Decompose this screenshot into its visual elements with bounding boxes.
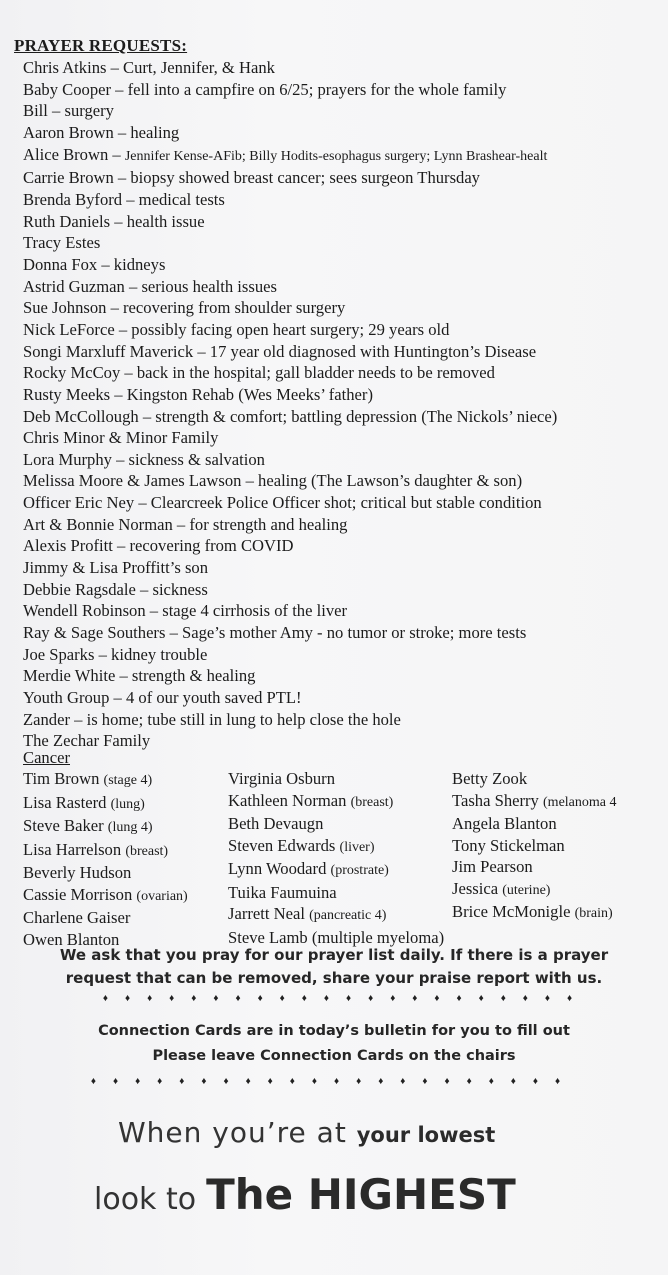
prayer-request-list xyxy=(23,57,663,752)
cancer-patient-name: Jessica xyxy=(452,878,499,898)
cancer-type-note: (prostrate) xyxy=(330,863,389,879)
tagline-part-1-bold: your lowest xyxy=(356,1123,496,1147)
prayer-request-item xyxy=(23,167,663,189)
prayer-request-text: Chris Atkins – Curt, Jennifer, & Hank xyxy=(23,58,275,77)
cancer-list-item xyxy=(23,862,188,884)
prayer-request-text: Art & Bonnie Norman – for strength and healing xyxy=(23,514,348,534)
prayer-request-item xyxy=(23,687,663,709)
prayer-request-item xyxy=(23,189,663,211)
prayer-request-item xyxy=(23,557,663,579)
prayer-request-text: Debbie Ragsdale – sickness xyxy=(23,579,208,599)
cancer-type-note: (breast) xyxy=(350,794,394,810)
prayer-request-text: Jimmy & Lisa Proffitt’s son xyxy=(23,558,209,578)
prayer-request-item xyxy=(23,514,663,536)
prayer-request-text: Nick LeForce – possibly facing open heart surgery; 29 years old xyxy=(23,319,450,339)
cancer-patient-name: Tony Stickelman xyxy=(452,835,565,855)
prayer-request-item xyxy=(23,579,663,601)
cancer-patient-name: Tuika Faumuina xyxy=(228,882,337,902)
prayer-request-text: Chris Minor & Minor Family xyxy=(23,428,219,448)
prayer-request-item xyxy=(23,644,663,666)
prayer-request-item xyxy=(23,297,663,319)
cancer-list-item xyxy=(452,901,617,925)
cancer-patient-name: Cassie Morrison xyxy=(23,884,133,904)
prayer-request-item xyxy=(23,57,663,79)
cancer-patient-name: Beth Devaugn xyxy=(228,814,324,834)
prayer-request-text: Brenda Byford – medical tests xyxy=(23,189,225,209)
cancer-column-2 xyxy=(228,768,444,948)
cancer-list-item xyxy=(452,813,617,835)
prayer-request-item xyxy=(23,276,663,298)
prayer-request-text: Songi Marxluff Maverick – 17 year old diagnosed with Huntington’s Disease xyxy=(23,341,537,361)
cancer-list-item xyxy=(228,813,444,835)
prayer-request-item xyxy=(23,232,663,254)
tagline-line-1 xyxy=(118,1116,495,1149)
prayer-request-text: Rusty Meeks – Kingston Rehab (Wes Meeks’ father) xyxy=(23,384,373,404)
prayer-request-text: Zander – is home; tube still in lung to help close the hole xyxy=(23,709,401,729)
daily-prayer-note xyxy=(0,944,668,990)
cancer-patient-name: Brice McMonigle xyxy=(452,902,571,922)
cancer-type-note: (lung 4) xyxy=(107,820,153,836)
cancer-list-item xyxy=(228,835,444,859)
cancer-patient-name: Angela Blanton xyxy=(452,814,557,834)
tagline-line-2 xyxy=(94,1170,516,1219)
cancer-list-item xyxy=(23,815,188,839)
cancer-patient-name: Jarrett Neal xyxy=(228,904,305,924)
cancer-type-note: (ovarian) xyxy=(136,888,188,904)
cancer-patient-name: Charlene Gaiser xyxy=(23,908,131,928)
prayer-request-item xyxy=(23,384,663,406)
cancer-list-item xyxy=(452,878,617,902)
prayer-request-text: Melissa Moore & James Lawson – healing (The Lawson’s daughter & son) xyxy=(23,471,523,491)
cancer-list-item xyxy=(23,792,188,816)
prayer-request-item xyxy=(23,730,663,752)
cancer-patient-name: Tim Brown xyxy=(23,769,100,788)
cancer-patient-name: Owen Blanton xyxy=(23,929,120,949)
diamond-divider-2: ♦♦♦♦♦♦♦♦♦♦♦♦♦♦♦♦♦♦♦♦♦♦ xyxy=(90,1076,578,1087)
prayer-request-text: Astrid Guzman – serious health issues xyxy=(23,276,277,296)
cancer-list-item xyxy=(452,790,617,814)
cancer-patient-name: Betty Zook xyxy=(452,769,528,788)
cancer-list-item xyxy=(228,903,444,927)
cancer-list-item xyxy=(452,768,617,790)
cancer-patient-name: Beverly Hudson xyxy=(23,863,132,883)
cancer-type-note: (breast) xyxy=(125,843,169,859)
prayer-request-item xyxy=(23,406,663,428)
prayer-request-text: Youth Group – 4 of our youth saved PTL! xyxy=(23,688,302,708)
cancer-type-note: (pancreatic 4) xyxy=(309,908,387,924)
cancer-patient-name: Kathleen Norman xyxy=(228,790,347,810)
prayer-request-item xyxy=(23,362,663,384)
prayer-request-item xyxy=(23,535,663,557)
cancer-column-1 xyxy=(23,768,188,950)
tagline-part-2: look to xyxy=(94,1182,197,1217)
prayer-request-item xyxy=(23,144,663,168)
cancer-patient-name: Steve Lamb (multiple myeloma) xyxy=(228,927,445,947)
prayer-request-text: Alice Brown – xyxy=(23,144,125,164)
cancer-patient-name: Lisa Rasterd xyxy=(23,792,107,812)
cancer-type-note: (brain) xyxy=(574,906,613,922)
prayer-request-item xyxy=(23,100,663,122)
cancer-column-3 xyxy=(452,768,617,925)
prayer-request-item xyxy=(23,709,663,731)
prayer-request-text: Tracy Estes xyxy=(23,233,101,253)
cancer-list-item xyxy=(23,839,188,863)
cancer-patient-name: Jim Pearson xyxy=(452,857,533,877)
prayer-request-item xyxy=(23,449,663,471)
cancer-type-note: (stage 4) xyxy=(103,773,153,788)
prayer-request-text: The Zechar Family xyxy=(23,731,151,751)
cancer-list-item xyxy=(452,835,617,857)
prayer-request-item xyxy=(23,122,663,144)
prayer-request-text: Baby Cooper – fell into a campfire on 6/25; prayers for the whole family xyxy=(23,79,507,99)
prayer-request-item xyxy=(23,341,663,363)
note-line-1: We ask that you pray for our prayer list daily. If there is a prayer xyxy=(59,946,609,964)
cancer-type-note: (lung) xyxy=(110,796,145,812)
tagline-part-1: When you’re at xyxy=(118,1116,347,1149)
prayer-request-text: Deb McCollough – strength & comfort; battling depression (The Nickols’ niece) xyxy=(23,406,558,426)
prayer-request-text: Joe Sparks – kidney trouble xyxy=(23,644,208,664)
tagline-part-2-bold: The HIGHEST xyxy=(206,1170,516,1219)
cancer-type-note: (liver) xyxy=(339,839,375,855)
cancer-patient-name: Steven Edwards xyxy=(228,835,336,855)
prayer-request-item xyxy=(23,254,663,276)
cancer-patient-name: Lynn Woodard xyxy=(228,859,327,879)
prayer-request-item xyxy=(23,79,663,101)
prayer-request-item xyxy=(23,600,663,622)
connection-cards-note xyxy=(0,1019,668,1069)
prayer-request-text: Sue Johnson – recovering from shoulder surgery xyxy=(23,298,346,318)
prayer-request-item xyxy=(23,470,663,492)
cancer-list-item xyxy=(228,790,444,814)
prayer-request-text: Ruth Daniels – health issue xyxy=(23,211,205,231)
prayer-request-item xyxy=(23,492,663,514)
prayer-request-item xyxy=(23,427,663,449)
prayer-request-detail: Jennifer Kense-AFib; Billy Hodits-esophagus surgery; Lynn Brashear-healt xyxy=(124,148,548,164)
cancer-list-item xyxy=(452,856,617,878)
prayer-requests-heading: PRAYER REQUESTS: xyxy=(14,36,188,55)
prayer-request-text: Carrie Brown – biopsy showed breast cancer; sees surgeon Thursday xyxy=(23,168,480,188)
prayer-request-text: Lora Murphy – sickness & salvation xyxy=(23,449,265,469)
prayer-request-text: Rocky McCoy – back in the hospital; gall bladder needs to be removed xyxy=(23,363,495,383)
diamond-divider-1: ♦♦♦♦♦♦♦♦♦♦♦♦♦♦♦♦♦♦♦♦♦♦ xyxy=(102,993,590,1004)
note-line-2: request that can be removed, share your praise report with us. xyxy=(65,969,603,987)
cancer-list-item xyxy=(228,768,444,790)
cancer-heading: Cancer xyxy=(23,748,70,767)
cancer-patient-name: Virginia Osburn xyxy=(228,769,336,788)
prayer-request-text: Officer Eric Ney – Clearcreek Police Officer shot; critical but stable condition xyxy=(23,493,542,513)
prayer-request-item xyxy=(23,665,663,687)
cancer-list-item xyxy=(23,884,188,908)
prayer-request-text: Alexis Profitt – recovering from COVID xyxy=(23,536,294,556)
cancer-patient-name: Lisa Harrelson xyxy=(23,839,122,859)
cancer-list-item xyxy=(228,882,444,904)
prayer-request-item xyxy=(23,211,663,233)
prayer-request-text: Merdie White – strength & healing xyxy=(23,666,256,686)
cancer-patient-name: Steve Baker xyxy=(23,816,104,836)
cancer-type-note: (melanoma 4 xyxy=(543,794,617,810)
connection-line-2: Please leave Connection Cards on the chairs xyxy=(152,1048,516,1064)
prayer-request-text: Bill – surgery xyxy=(23,101,114,121)
prayer-request-item xyxy=(23,622,663,644)
prayer-request-text: Aaron Brown – healing xyxy=(23,122,180,142)
cancer-list-item xyxy=(23,768,188,792)
cancer-list-item xyxy=(228,858,444,882)
prayer-request-item xyxy=(23,319,663,341)
cancer-list-item xyxy=(23,907,188,929)
prayer-request-text: Wendell Robinson – stage 4 cirrhosis of the liver xyxy=(23,601,348,621)
connection-line-1: Connection Cards are in today’s bulletin for you to fill out xyxy=(98,1023,570,1039)
cancer-patient-name: Tasha Sherry xyxy=(452,790,539,810)
prayer-request-text: Donna Fox – kidneys xyxy=(23,254,166,274)
prayer-request-text: Ray & Sage Southers – Sage’s mother Amy - no tumor or stroke; more tests xyxy=(23,623,527,643)
cancer-type-note: (uterine) xyxy=(502,882,551,898)
